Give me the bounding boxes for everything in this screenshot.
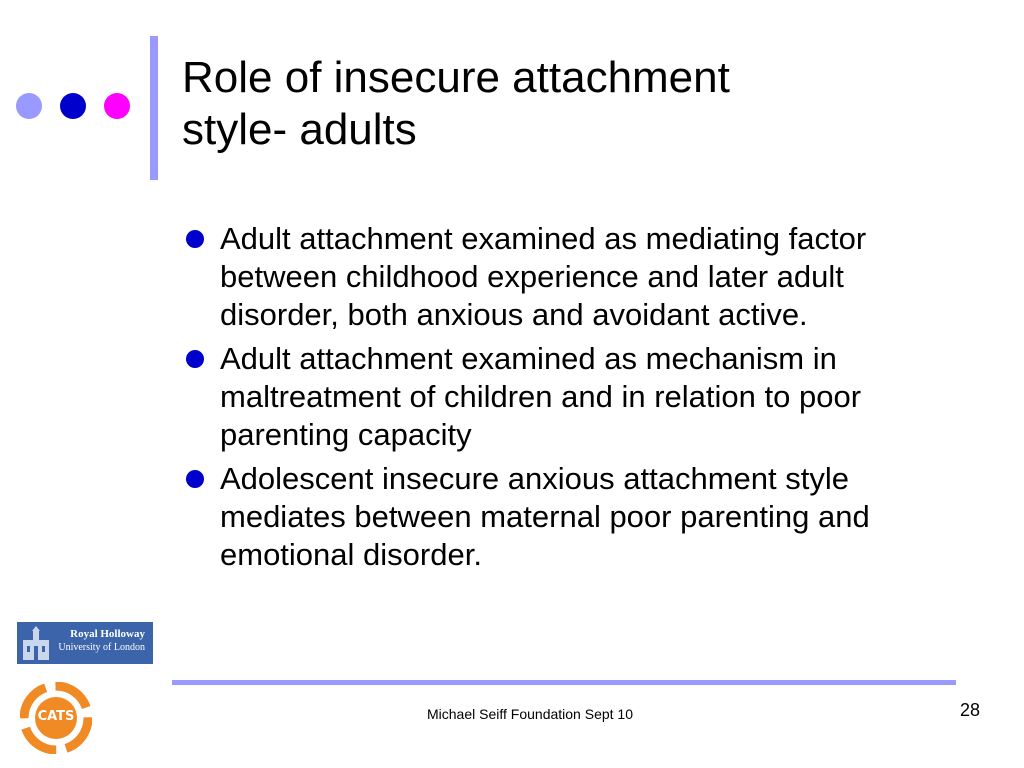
decorative-dot-blue xyxy=(60,93,86,119)
bullet-dot-icon xyxy=(186,470,204,488)
title-accent-bar xyxy=(150,36,158,180)
bullet-list xyxy=(182,220,962,580)
bullet-item xyxy=(182,220,962,334)
slide-title-line-1: Role of insecure attachment xyxy=(182,53,730,102)
bullet-text: Adolescent insecure anxious attachment style mediates between maternal poor parenting and emotional disorder. xyxy=(220,461,870,572)
bullet-text: Adult attachment examined as mediating factor between childhood experience and later adult disorder, both anxious and avoidant active. xyxy=(220,221,867,332)
royal-holloway-logo xyxy=(17,622,153,664)
page-number: 28 xyxy=(959,700,980,720)
footer-divider xyxy=(172,680,956,685)
slide-title xyxy=(182,52,982,156)
decorative-dot-light xyxy=(16,93,42,119)
royal-holloway-name: Royal Holloway xyxy=(70,628,145,640)
bullet-item xyxy=(182,460,962,574)
slide-title-line-2: style- adults xyxy=(182,105,417,154)
cats-logo xyxy=(20,682,92,754)
bullet-dot-icon xyxy=(186,350,204,368)
building-icon xyxy=(21,626,51,660)
royal-holloway-subtitle: University of London xyxy=(58,642,145,653)
bullet-item xyxy=(182,340,962,454)
bullet-text: Adult attachment examined as mechanism in maltreatment of children and in relation to poor parenting capacity xyxy=(220,341,862,452)
footer-text: Michael Seiff Foundation Sept 10 xyxy=(427,706,633,722)
decorative-dot-magenta xyxy=(104,93,130,119)
cats-text: CATS xyxy=(37,709,75,724)
bullet-dot-icon xyxy=(186,230,204,248)
